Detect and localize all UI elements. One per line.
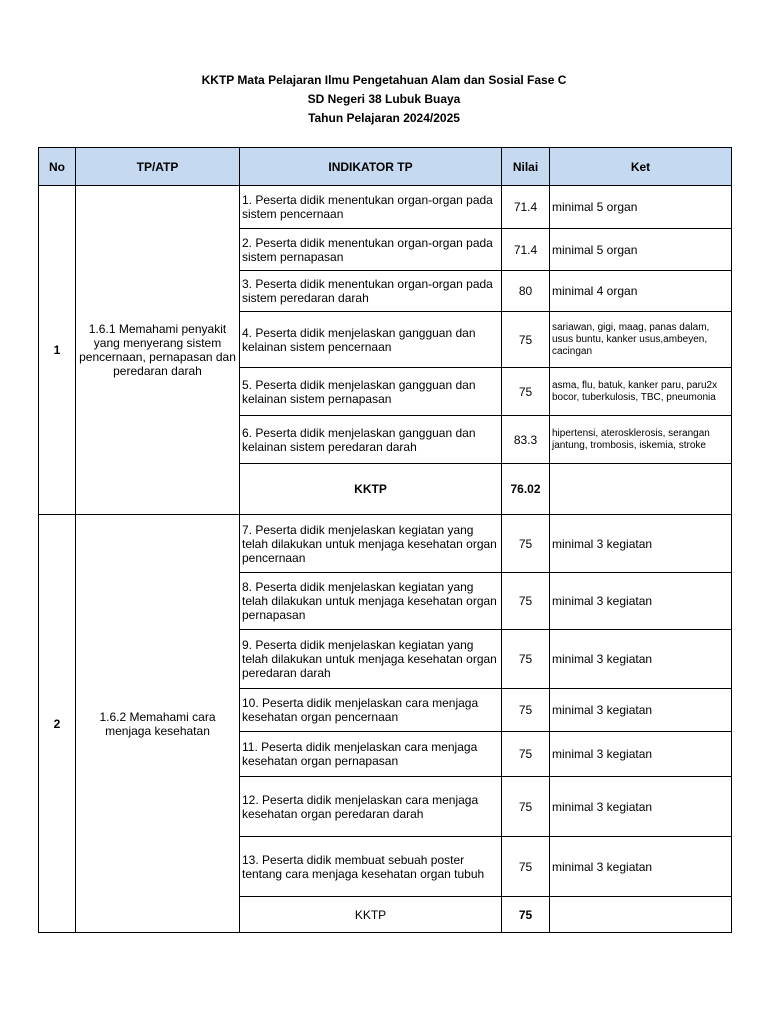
table-header-row [39,148,732,186]
indikator-cell: 2. Peserta didik menentukan organ-organ pada sistem pernapasan [240,229,502,271]
indikator-cell: 3. Peserta didik menentukan organ-organ pada sistem peredaran darah [240,271,502,312]
ket-cell: hipertensi, aterosklerosis, serangan jantung, trombosis, iskemia, stroke [550,416,732,464]
indikator-cell: 11. Peserta didik menjelaskan cara menjaga kesehatan organ pernapasan [240,732,502,777]
kktp-value: 75 [502,897,550,933]
kktp-label: KKTP [240,897,502,933]
group-number: 2 [39,515,76,933]
indikator-cell: 7. Peserta didik menjelaskan kegiatan yang telah dilakukan untuk menjaga kesehatan organ pencernaan [240,515,502,573]
header-nilai: Nilai [502,148,550,186]
tp-atp-cell: 1.6.2 Memahami cara menjaga kesehatan [76,515,240,933]
title-line-subject: KKTP Mata Pelajaran Ilmu Pengetahuan Alam dan Sosial Fase C [201,73,567,87]
indikator-cell: 1. Peserta didik menentukan organ-organ pada sistem pencernaan [240,186,502,229]
ket-cell: minimal 3 kegiatan [550,732,732,777]
nilai-cell: 75 [502,515,550,573]
nilai-cell: 75 [502,368,550,416]
header-indikator: INDIKATOR TP [240,148,502,186]
ket-cell: minimal 3 kegiatan [550,837,732,897]
indikator-cell: 10. Peserta didik menjelaskan cara menjaga kesehatan organ pencernaan [240,689,502,732]
table-row [39,186,732,229]
ket-cell: minimal 3 kegiatan [550,630,732,689]
group-number: 1 [39,186,76,515]
indikator-cell: 5. Peserta didik menjelaskan gangguan dan kelainan sistem pernapasan [240,368,502,416]
ket-cell: minimal 3 kegiatan [550,689,732,732]
indikator-cell: 6. Peserta didik menjelaskan gangguan dan kelainan sistem peredaran darah [240,416,502,464]
indikator-cell: 13. Peserta didik membuat sebuah poster tentang cara menjaga kesehatan organ tubuh [240,837,502,897]
indikator-cell: 4. Peserta didik menjelaskan gangguan dan kelainan sistem pencernaan [240,312,502,368]
nilai-cell: 75 [502,312,550,368]
nilai-cell: 75 [502,573,550,630]
nilai-cell: 71.4 [502,229,550,271]
ket-cell-empty [550,897,732,933]
indikator-cell: 8. Peserta didik menjelaskan kegiatan yang telah dilakukan untuk menjaga kesehatan organ pernapasan [240,573,502,630]
indikator-cell: 12. Peserta didik menjelaskan cara menjaga kesehatan organ peredaran darah [240,777,502,837]
ket-cell: sariawan, gigi, maag, panas dalam, usus buntu, kanker usus,ambeyen, cacingan [550,312,732,368]
table-row [39,515,732,573]
kktp-label: KKTP [240,464,502,515]
tp-atp-cell: 1.6.1 Memahami penyakit yang menyerang sistem pencernaan, pernapasan dan peredaran darah [76,186,240,515]
nilai-cell: 75 [502,689,550,732]
nilai-cell: 75 [502,732,550,777]
title-line-year: Tahun Pelajaran 2024/2025 [308,111,460,125]
ket-cell: minimal 3 kegiatan [550,573,732,630]
header-ket: Ket [550,148,732,186]
header-no: No [39,148,76,186]
kktp-table [38,147,732,933]
indikator-cell: 9. Peserta didik menjelaskan kegiatan yang telah dilakukan untuk menjaga kesehatan organ peredaran darah [240,630,502,689]
ket-cell: minimal 3 kegiatan [550,777,732,837]
nilai-cell: 75 [502,777,550,837]
document-title [0,71,768,128]
ket-cell: minimal 5 organ [550,186,732,229]
nilai-cell: 75 [502,630,550,689]
header-tp-atp: TP/ATP [76,148,240,186]
ket-cell: asma, flu, batuk, kanker paru, paru2x bocor, tuberkulosis, TBC, pneumonia [550,368,732,416]
nilai-cell: 80 [502,271,550,312]
ket-cell: minimal 4 organ [550,271,732,312]
ket-cell: minimal 3 kegiatan [550,515,732,573]
ket-cell-empty [550,464,732,515]
title-line-school: SD Negeri 38 Lubuk Buaya [307,92,461,106]
nilai-cell: 75 [502,837,550,897]
kktp-value: 76.02 [502,464,550,515]
nilai-cell: 83.3 [502,416,550,464]
ket-cell: minimal 5 organ [550,229,732,271]
nilai-cell: 71.4 [502,186,550,229]
